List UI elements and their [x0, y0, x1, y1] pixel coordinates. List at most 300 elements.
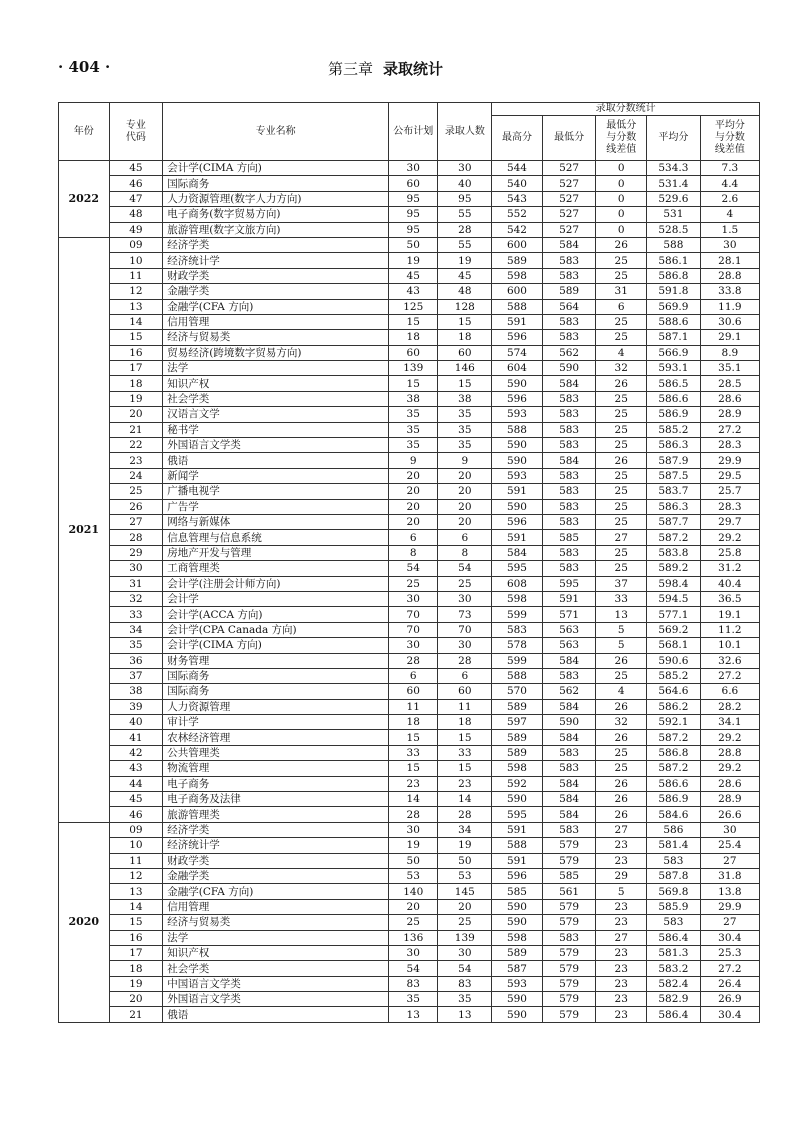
cell-plan: 15: [389, 730, 438, 745]
cell-admitted: 20: [438, 484, 492, 499]
cell-min-diff: 5: [596, 884, 647, 899]
cell-min-diff: 37: [596, 576, 647, 591]
cell-plan: 35: [389, 992, 438, 1007]
table-row: [59, 422, 760, 437]
page-number: · 404 ·: [58, 58, 111, 76]
cell-plan: 6: [389, 530, 438, 545]
cell-max: 584: [492, 545, 543, 560]
cell-avg: 534.3: [646, 161, 700, 176]
cell-code: 34: [109, 622, 163, 637]
cell-code: 17: [109, 945, 163, 960]
cell-code: 14: [109, 899, 163, 914]
cell-max: 587: [492, 961, 543, 976]
cell-name: 旅游管理(数字文旅方向): [163, 222, 389, 237]
cell-admitted: 30: [438, 161, 492, 176]
cell-admitted: 11: [438, 699, 492, 714]
cell-min-diff: 25: [596, 314, 647, 329]
cell-avg: 583.7: [646, 484, 700, 499]
chapter-label: 第三章: [328, 60, 374, 78]
cell-code: 29: [109, 545, 163, 560]
cell-min-diff: 23: [596, 992, 647, 1007]
cell-avg-diff: 19.1: [700, 607, 759, 622]
cell-max: 600: [492, 284, 543, 299]
cell-min-diff: 13: [596, 607, 647, 622]
cell-code: 25: [109, 484, 163, 499]
cell-code: 19: [109, 391, 163, 406]
table-row: [59, 807, 760, 822]
table-row: [59, 407, 760, 422]
cell-max: 574: [492, 345, 543, 360]
cell-plan: 28: [389, 653, 438, 668]
cell-avg: 586.6: [646, 391, 700, 406]
cell-plan: 28: [389, 807, 438, 822]
cell-name: 经济与贸易类: [163, 330, 389, 345]
cell-min: 563: [542, 638, 596, 653]
cell-avg: 588.6: [646, 314, 700, 329]
cell-admitted: 95: [438, 191, 492, 206]
cell-plan: 19: [389, 253, 438, 268]
cell-min-diff: 25: [596, 745, 647, 760]
cell-plan: 15: [389, 761, 438, 776]
cell-admitted: 35: [438, 407, 492, 422]
cell-min-diff: 26: [596, 807, 647, 822]
cell-name: 广告学: [163, 499, 389, 514]
cell-min-diff: 23: [596, 945, 647, 960]
cell-plan: 60: [389, 345, 438, 360]
table-row: [59, 1007, 760, 1022]
cell-admitted: 33: [438, 745, 492, 760]
cell-avg: 581.3: [646, 945, 700, 960]
cell-max: 591: [492, 853, 543, 868]
cell-name: 社会学类: [163, 391, 389, 406]
table-row: [59, 653, 760, 668]
cell-min: 584: [542, 807, 596, 822]
cell-min: 584: [542, 699, 596, 714]
cell-avg: 569.2: [646, 622, 700, 637]
cell-avg-diff: 29.9: [700, 453, 759, 468]
cell-min: 589: [542, 284, 596, 299]
cell-plan: 15: [389, 376, 438, 391]
cell-name: 外国语言文学类: [163, 992, 389, 1007]
cell-plan: 70: [389, 607, 438, 622]
cell-max: 542: [492, 222, 543, 237]
cell-admitted: 55: [438, 237, 492, 252]
cell-avg: 587.8: [646, 868, 700, 883]
cell-max: 599: [492, 607, 543, 622]
cell-plan: 95: [389, 191, 438, 206]
cell-code: 13: [109, 299, 163, 314]
cell-plan: 50: [389, 853, 438, 868]
cell-admitted: 45: [438, 268, 492, 283]
cell-avg: 587.2: [646, 530, 700, 545]
table-row: [59, 915, 760, 930]
cell-min: 579: [542, 899, 596, 914]
cell-avg-diff: 2.6: [700, 191, 759, 206]
cell-admitted: 13: [438, 1007, 492, 1022]
cell-plan: 20: [389, 484, 438, 499]
table-row: [59, 237, 760, 252]
cell-plan: 18: [389, 330, 438, 345]
cell-name: 知识产权: [163, 945, 389, 960]
table-row: [59, 607, 760, 622]
cell-avg-diff: 25.4: [700, 838, 759, 853]
cell-max: 590: [492, 438, 543, 453]
cell-code: 48: [109, 207, 163, 222]
cell-max: 588: [492, 668, 543, 683]
cell-max: 540: [492, 176, 543, 191]
cell-name: 贸易经济(跨境数字贸易方向): [163, 345, 389, 360]
cell-min: 527: [542, 207, 596, 222]
cell-name: 经济学类: [163, 237, 389, 252]
table-row: [59, 345, 760, 360]
cell-plan: 6: [389, 668, 438, 683]
cell-avg-diff: 30.6: [700, 314, 759, 329]
cell-max: 590: [492, 915, 543, 930]
cell-max: 590: [492, 792, 543, 807]
cell-admitted: 23: [438, 776, 492, 791]
cell-code: 18: [109, 961, 163, 976]
cell-avg: 587.2: [646, 730, 700, 745]
cell-admitted: 14: [438, 792, 492, 807]
cell-avg-diff: 31.8: [700, 868, 759, 883]
cell-max: 595: [492, 807, 543, 822]
cell-min: 583: [542, 930, 596, 945]
cell-min: 562: [542, 345, 596, 360]
cell-admitted: 35: [438, 438, 492, 453]
cell-avg-diff: 30.4: [700, 1007, 759, 1022]
cell-avg-diff: 29.2: [700, 761, 759, 776]
cell-name: 中国语言文学类: [163, 976, 389, 991]
cell-avg: 586.8: [646, 268, 700, 283]
cell-code: 10: [109, 253, 163, 268]
cell-avg-diff: 28.8: [700, 268, 759, 283]
cell-year: 2022: [59, 161, 110, 238]
cell-admitted: 139: [438, 930, 492, 945]
cell-admitted: 73: [438, 607, 492, 622]
cell-min: 585: [542, 868, 596, 883]
cell-year: 2021: [59, 237, 110, 822]
cell-max: 598: [492, 761, 543, 776]
cell-avg: 531: [646, 207, 700, 222]
cell-name: 经济统计学: [163, 253, 389, 268]
table-row: [59, 391, 760, 406]
cell-admitted: 54: [438, 561, 492, 576]
cell-name: 人力资源管理(数字人力方向): [163, 191, 389, 206]
table-row: [59, 699, 760, 714]
cell-name: 经济学类: [163, 822, 389, 837]
cell-admitted: 19: [438, 838, 492, 853]
cell-name: 俄语: [163, 1007, 389, 1022]
cell-min-diff: 25: [596, 484, 647, 499]
cell-code: 12: [109, 868, 163, 883]
cell-code: 42: [109, 745, 163, 760]
cell-max: 590: [492, 992, 543, 1007]
cell-min: 583: [542, 330, 596, 345]
cell-max: 590: [492, 499, 543, 514]
cell-code: 18: [109, 376, 163, 391]
table-row: [59, 792, 760, 807]
cell-plan: 43: [389, 284, 438, 299]
cell-min-diff: 33: [596, 591, 647, 606]
cell-min: 583: [542, 668, 596, 683]
cell-min-diff: 23: [596, 1007, 647, 1022]
cell-avg: 528.5: [646, 222, 700, 237]
cell-max: 591: [492, 822, 543, 837]
cell-avg: 585.9: [646, 899, 700, 914]
cell-avg-diff: 27: [700, 853, 759, 868]
cell-name: 法学: [163, 361, 389, 376]
cell-name: 工商管理类: [163, 561, 389, 576]
cell-avg: 592.1: [646, 715, 700, 730]
cell-min: 583: [542, 484, 596, 499]
cell-name: 金融学(CFA 方向): [163, 884, 389, 899]
cell-avg: 581.4: [646, 838, 700, 853]
cell-code: 44: [109, 776, 163, 791]
cell-min-diff: 25: [596, 268, 647, 283]
cell-name: 信用管理: [163, 899, 389, 914]
cell-min-diff: 27: [596, 822, 647, 837]
cell-avg-diff: 34.1: [700, 715, 759, 730]
cell-code: 37: [109, 668, 163, 683]
cell-avg: 598.4: [646, 576, 700, 591]
cell-code: 22: [109, 438, 163, 453]
cell-avg-diff: 7.3: [700, 161, 759, 176]
cell-min: 579: [542, 838, 596, 853]
cell-plan: 54: [389, 561, 438, 576]
cell-min: 527: [542, 176, 596, 191]
cell-name: 信用管理: [163, 314, 389, 329]
cell-avg-diff: 29.9: [700, 899, 759, 914]
cell-code: 12: [109, 284, 163, 299]
cell-avg-diff: 4.4: [700, 176, 759, 191]
cell-max: 604: [492, 361, 543, 376]
cell-name: 国际商务: [163, 176, 389, 191]
table-row: [59, 545, 760, 560]
cell-avg: 587.7: [646, 514, 700, 529]
table-row: [59, 853, 760, 868]
cell-plan: 14: [389, 792, 438, 807]
cell-plan: 30: [389, 945, 438, 960]
cell-min: 590: [542, 361, 596, 376]
cell-min: 579: [542, 853, 596, 868]
cell-code: 35: [109, 638, 163, 653]
cell-max: 552: [492, 207, 543, 222]
cell-code: 15: [109, 330, 163, 345]
cell-admitted: 20: [438, 468, 492, 483]
cell-avg: 587.1: [646, 330, 700, 345]
cell-min: 595: [542, 576, 596, 591]
cell-avg: 587.2: [646, 761, 700, 776]
table-row: [59, 838, 760, 853]
cell-max: 600: [492, 237, 543, 252]
table-row: [59, 822, 760, 837]
cell-code: 49: [109, 222, 163, 237]
cell-name: 财政学类: [163, 268, 389, 283]
cell-code: 36: [109, 653, 163, 668]
cell-min: 583: [542, 407, 596, 422]
cell-min: 591: [542, 591, 596, 606]
cell-avg-diff: 28.6: [700, 391, 759, 406]
col-plan: 公布计划: [389, 103, 438, 161]
cell-admitted: 50: [438, 853, 492, 868]
cell-avg: 586.3: [646, 438, 700, 453]
cell-max: 598: [492, 268, 543, 283]
cell-plan: 20: [389, 499, 438, 514]
cell-min-diff: 0: [596, 176, 647, 191]
cell-plan: 13: [389, 1007, 438, 1022]
cell-code: 45: [109, 792, 163, 807]
cell-admitted: 145: [438, 884, 492, 899]
cell-min-diff: 23: [596, 961, 647, 976]
cell-code: 30: [109, 561, 163, 576]
cell-code: 23: [109, 453, 163, 468]
cell-min-diff: 23: [596, 838, 647, 853]
cell-avg-diff: 25.7: [700, 484, 759, 499]
cell-code: 10: [109, 838, 163, 853]
cell-name: 知识产权: [163, 376, 389, 391]
cell-code: 15: [109, 915, 163, 930]
cell-min-diff: 0: [596, 222, 647, 237]
cell-avg: 569.9: [646, 299, 700, 314]
cell-max: 585: [492, 884, 543, 899]
cell-min-diff: 26: [596, 237, 647, 252]
table-row: [59, 438, 760, 453]
cell-code: 47: [109, 191, 163, 206]
cell-name: 经济统计学: [163, 838, 389, 853]
cell-min-diff: 4: [596, 345, 647, 360]
cell-name: 审计学: [163, 715, 389, 730]
cell-name: 外国语言文学类: [163, 438, 389, 453]
cell-max: 544: [492, 161, 543, 176]
cell-max: 570: [492, 684, 543, 699]
col-min-diff: 最低分 与分数 线差值: [596, 116, 647, 161]
col-max: 最高分: [492, 116, 543, 161]
cell-min: 579: [542, 945, 596, 960]
cell-admitted: 19: [438, 253, 492, 268]
cell-min: 583: [542, 468, 596, 483]
cell-avg-diff: 29.1: [700, 330, 759, 345]
table-row: [59, 207, 760, 222]
cell-admitted: 15: [438, 730, 492, 745]
cell-plan: 140: [389, 884, 438, 899]
cell-plan: 50: [389, 237, 438, 252]
cell-avg: 586.9: [646, 407, 700, 422]
cell-avg: 531.4: [646, 176, 700, 191]
cell-min-diff: 25: [596, 438, 647, 453]
cell-admitted: 18: [438, 330, 492, 345]
cell-max: 588: [492, 838, 543, 853]
cell-admitted: 18: [438, 715, 492, 730]
cell-avg-diff: 1.5: [700, 222, 759, 237]
cell-avg-diff: 27.2: [700, 961, 759, 976]
cell-admitted: 20: [438, 899, 492, 914]
cell-name: 国际商务: [163, 668, 389, 683]
table-row: [59, 314, 760, 329]
cell-min-diff: 23: [596, 899, 647, 914]
cell-min: 584: [542, 376, 596, 391]
cell-avg-diff: 30.4: [700, 930, 759, 945]
cell-admitted: 128: [438, 299, 492, 314]
cell-min-diff: 25: [596, 761, 647, 776]
cell-admitted: 146: [438, 361, 492, 376]
cell-min-diff: 26: [596, 653, 647, 668]
cell-max: 598: [492, 930, 543, 945]
col-avg: 平均分: [646, 116, 700, 161]
cell-avg: 586.4: [646, 1007, 700, 1022]
table-row: [59, 361, 760, 376]
cell-code: 21: [109, 1007, 163, 1022]
cell-max: 589: [492, 253, 543, 268]
cell-avg-diff: 28.9: [700, 792, 759, 807]
cell-plan: 136: [389, 930, 438, 945]
cell-min-diff: 25: [596, 330, 647, 345]
cell-max: 593: [492, 407, 543, 422]
table-row: [59, 745, 760, 760]
cell-min: 584: [542, 730, 596, 745]
cell-plan: 30: [389, 591, 438, 606]
cell-min-diff: 29: [596, 868, 647, 883]
cell-plan: 20: [389, 514, 438, 529]
cell-avg-diff: 29.2: [700, 730, 759, 745]
cell-avg-diff: 29.7: [700, 514, 759, 529]
cell-min-diff: 26: [596, 730, 647, 745]
cell-avg-diff: 27: [700, 915, 759, 930]
cell-avg-diff: 28.6: [700, 776, 759, 791]
cell-plan: 38: [389, 391, 438, 406]
cell-admitted: 35: [438, 992, 492, 1007]
cell-name: 公共管理类: [163, 745, 389, 760]
cell-avg-diff: 31.2: [700, 561, 759, 576]
cell-plan: 9: [389, 453, 438, 468]
cell-avg: 566.9: [646, 345, 700, 360]
table-row: [59, 730, 760, 745]
col-min: 最低分: [542, 116, 596, 161]
cell-admitted: 30: [438, 591, 492, 606]
cell-name: 新闻学: [163, 468, 389, 483]
cell-max: 590: [492, 453, 543, 468]
cell-avg: 585.2: [646, 422, 700, 437]
cell-avg-diff: 13.8: [700, 884, 759, 899]
cell-admitted: 28: [438, 653, 492, 668]
cell-admitted: 30: [438, 945, 492, 960]
cell-plan: 30: [389, 822, 438, 837]
cell-code: 11: [109, 268, 163, 283]
table-row: [59, 622, 760, 637]
cell-name: 电子商务及法律: [163, 792, 389, 807]
cell-min-diff: 26: [596, 376, 647, 391]
cell-avg: 594.5: [646, 591, 700, 606]
cell-plan: 33: [389, 745, 438, 760]
cell-name: 金融学类: [163, 284, 389, 299]
cell-code: 41: [109, 730, 163, 745]
table-row: [59, 514, 760, 529]
cell-avg-diff: 8.9: [700, 345, 759, 360]
cell-max: 596: [492, 868, 543, 883]
cell-code: 13: [109, 884, 163, 899]
table-row: [59, 638, 760, 653]
cell-plan: 18: [389, 715, 438, 730]
cell-min-diff: 25: [596, 514, 647, 529]
cell-admitted: 15: [438, 376, 492, 391]
table-row: [59, 176, 760, 191]
cell-name: 财务管理: [163, 653, 389, 668]
cell-min-diff: 23: [596, 853, 647, 868]
cell-name: 经济与贸易类: [163, 915, 389, 930]
cell-min-diff: 26: [596, 776, 647, 791]
cell-admitted: 60: [438, 345, 492, 360]
cell-avg-diff: 30: [700, 237, 759, 252]
cell-admitted: 70: [438, 622, 492, 637]
